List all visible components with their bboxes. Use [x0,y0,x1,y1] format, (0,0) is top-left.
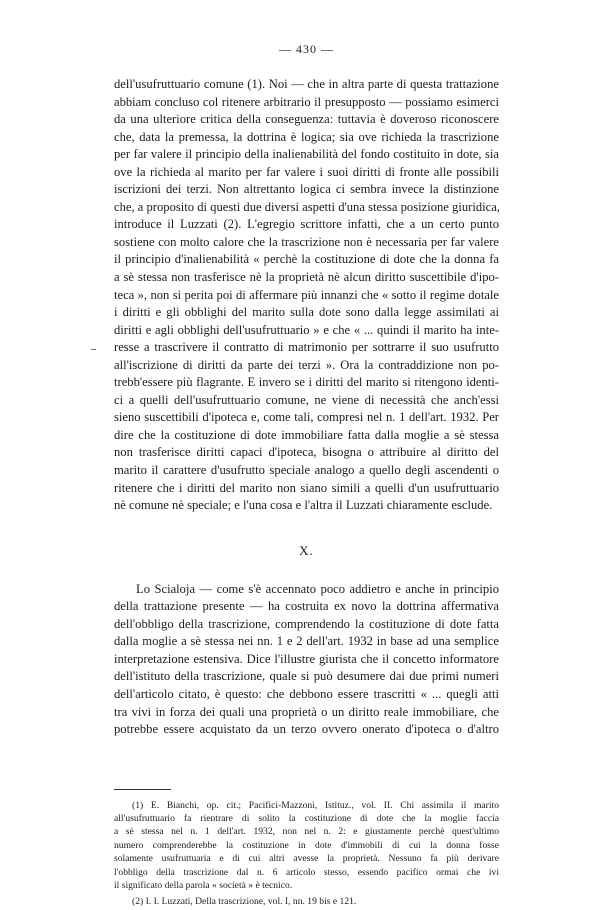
footnote-line: solamente usufruttuaria e di cui altri avesse la proprietà. Nessuno fa più derivare [114,853,499,865]
text-line: della trattazione presente — ha costruita ex novo la dottrina affermativa [114,599,499,614]
text-line: ove la richieda al marito per far valere i suoi diritti di fronte alle possibili [114,164,499,179]
text-line: potrebbe essere acquistato da un terzo ovvero onerato d'ipoteca o d'altro [114,722,499,737]
footnote-2 [114,895,499,908]
text-line: dell'usufruttuario comune (1). Noi — che in altra parte di questa trattazione [114,77,499,91]
section-heading: X. [299,542,314,558]
text-line: marito il carattere d'usufrutto speciale analogo a quello degli ascendenti o [114,463,499,478]
book-page [114,42,499,910]
page-number: — 430 — [279,42,334,56]
text-line: resse a trascrivere il contratto di matrimonio per sottrarre il suo usufrutto [114,340,499,355]
text-line: dalla moglie a sè stessa nei nn. 1 e 2 dell'art. 1932 in base ad una semplice [114,634,499,649]
text-line: nè comune nè speciale; e l'una cosa e l'altra il Luzzati chiaramente esclude. [114,498,493,513]
text-line: tra vivi in forza dei quali una proprietà o un diritto reale immobiliare, che [114,704,499,719]
footnote-line: (2) I. I. Luzzati, Della trascrizione, vol. I, nn. 19 bis e 121. [132,895,357,907]
footnote-line: l'obbligo della trascrizione dal n. 6 articolo stesso, essendo pacifico ormai che ivi [114,866,499,878]
footnote-1 [114,799,499,893]
text-line: dell'articolo citato, è questo: che debbono essere trascritti « ... quegli atti [114,686,499,701]
text-line: a sè stessa non trasferisce nè la proprietà nè alcun diritto suscettibile d'ipo- [114,270,499,285]
text-line: iscrizioni dei terzi. Non altrettanto logica ci sembra invece la distinzione [114,182,499,197]
text-line: dell'istituto della trascrizione, quale si può desumere dai due primi numeri [114,669,499,684]
text-line: i diritti e gli obblighi del marito sulla dote sono dalla legge assimilati ai [114,305,499,320]
text-line: diritti e agli obblighi dell'usufruttuario » e che « ... quindi il marito ha inte- [114,322,499,337]
text-line: il principio d'inalienabilità « perchè la costituzione di dote che la donna fa [114,252,499,267]
text-line: dell'obbligo della trascrizione, comprendendo la costituzione di dote fatta [114,616,499,631]
margin-mark [91,349,96,350]
text-line: Lo Scialoja — come s'è accennato poco addietro e anche in principio [136,581,499,596]
text-line: all'iscrizione di diritti da parte dei terzi ». Ora la contraddizione non po- [114,357,499,372]
text-line: abbiam concluso col ritenere arbitrario il presupposto — possiamo esimerci [114,94,499,109]
paragraph-main-continued [114,76,499,515]
text-line: interpretazione estensiva. Dice l'illustre giurista che il concetto informatore [114,651,499,666]
text-line: sieno suscettibili d'ipoteca e, come tali, compresi nel n. 1 dell'art. 1932. Per [114,410,499,425]
text-line: dire che la costituzione di dote immobiliare fatta dalla moglie a sè stessa [114,427,499,442]
footnote-line: all'usufruttuario fa rientrare di solito la costituzione di dote che la moglie faccia [114,813,499,825]
footnote-line: (1) E. Bianchi, op. cit.; Pacifici-Mazzoni, Istituz., vol. II. Chi assimila il marito [132,799,499,811]
text-line: da una ulteriore critica della conseguenza: tuttavia è doveroso riconoscere [114,112,499,127]
text-line: sostiene con molto calore che la trascrizione non è necessaria per far valere [114,234,499,249]
text-line: per far valere il principio della inalienabilità del fondo costituito in dote, sia [114,147,499,162]
footnote-line: il significato della parola « società » è tecnico. [114,880,293,892]
text-line: ritenere che i diritti del marito non siano simili a quelli d'un usufruttuario [114,480,499,495]
text-line: non trasferisce diritti capaci d'ipoteca, bisogna o attribuire al diritto del [114,445,499,460]
text-line: trebb'essere più flagrante. E invero se i diritti del marito si ritengono identi- [114,375,499,390]
footnote-rule [114,789,171,790]
footnote-line: numero comprenderebbe la costituzione in dote d'immobili di cui la donna fosse [114,839,499,851]
text-line: teca », non si perita poi di affermare più innanzi che « sotto il regime dotale [114,287,499,302]
text-line: che, a proposito di questi due diversi aspetti d'una stessa posizione giuridica, [114,199,500,214]
paragraph-section-x [114,581,499,739]
text-line: introduce il Luzzati (2). L'egregio scrittore infatti, che a un certo punto [114,217,499,232]
text-line: che, data la premessa, la dottrina è logica; sia ove richieda la trascrizione [114,129,499,144]
footnote-line: a sè stessa nel n. 1 dell'art. 1932, non nel n. 2: e giustamente perchè quest'ultimo [114,826,499,838]
text-line: ci a quelli dell'usufruttuario comune, ne viene di necessità che anch'essi [114,392,499,407]
